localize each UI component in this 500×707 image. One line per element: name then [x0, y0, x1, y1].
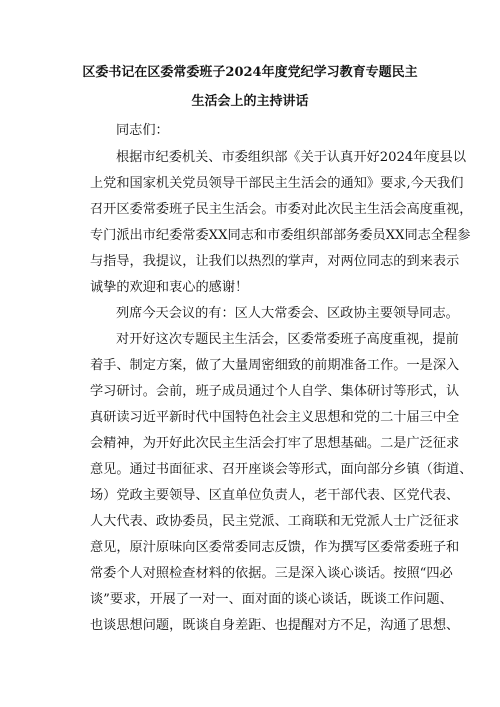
paragraph-line: 对开好这次专题民主生活会，区委常委班子高度重视，提前 [116, 332, 459, 347]
paragraph-line: 意见，原汁原味向区委常委同志反馈，作为撰写区委常委班子和 [90, 540, 460, 555]
paragraph-line: 与指导，我提议，让我们以热烈的掌声，对两位同志的到来表示 [90, 254, 460, 269]
paragraph-line: 学习研讨。会前，班子成员通过个人自学、集体研讨等形式，认 [90, 384, 460, 399]
paragraph-line: 着手、制定方案，做了大量周密细致的前期准备工作。一是深入 [90, 358, 460, 373]
document-title-line-1: 区委书记在区委常委班子2024年度党纪学习教育专题民主 [82, 65, 418, 80]
paragraph-line: 意见。通过书面征求、召开座谈会等形式，面向部分乡镇（街道、 [90, 462, 473, 477]
paragraph-line: 真研读习近平新时代中国特色社会主义思想和党的二十届三中全 [90, 410, 460, 425]
paragraph-line: 也谈思想问题，既谈自身差距、也提醒对方不足，沟通了思想、 [90, 618, 460, 633]
paragraph-line: 专门派出市纪委常委XX同志和市委组织部部务委员XX同志全程参 [90, 228, 471, 243]
paragraph-line: 召开区委常委班子民主生活会。市委对此次民主生活会高度重视， [90, 202, 473, 217]
paragraph-line: 列席今天会议的有：区人大常委会、区政协主要领导同志。 [116, 306, 459, 321]
document-title-line-2: 生活会上的主持讲话 [191, 94, 309, 109]
paragraph-line: 谈”要求，开展了一对一、面对面的谈心谈话，既谈工作问题、 [90, 592, 453, 607]
paragraph-line: 会精神，为开好此次民主生活会打牢了思想基础。二是广泛征求 [90, 436, 460, 451]
paragraph-line: 场）党政主要领导、区直单位负责人，老干部代表、区党代表、 [90, 488, 460, 503]
paragraph-line: 人大代表、政协委员，民主党派、工商联和无党派人士广泛征求 [90, 514, 460, 529]
paragraph-line: 常委个人对照检查材料的依据。三是深入谈心谈话。按照“四必 [90, 566, 453, 581]
salutation: 同志们： [116, 123, 169, 138]
paragraph-line: 上党和国家机关党员领导干部民主生活会的通知》要求,今天我们 [90, 176, 464, 191]
paragraph-line: 根据市纪委机关、市委组织部《关于认真开好2024年度县以 [116, 150, 467, 165]
paragraph-line: 诚挚的欢迎和衷心的感谢！ [90, 280, 249, 295]
